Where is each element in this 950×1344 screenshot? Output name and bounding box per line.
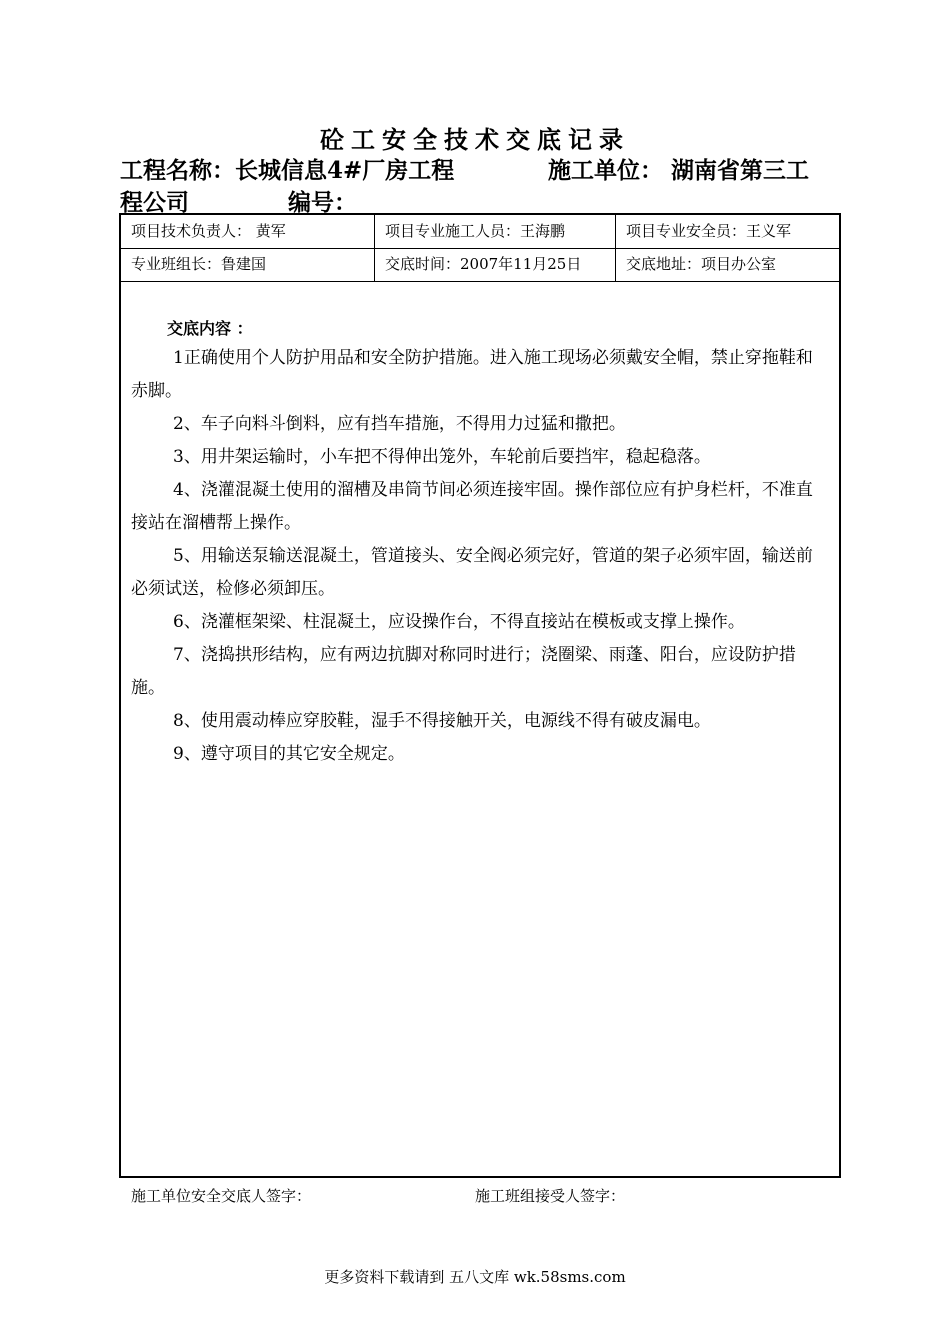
content-item: 6、浇灌框架梁、柱混凝土，应设操作台，不得直接站在模板或支撑上操作。 (173, 612, 745, 632)
content-item: 5、用输送泵输送混凝土，管道接头、安全阀必须完好，管道的架子必须牢固，输送前必须试送，检修必须卸压。 (131, 546, 813, 599)
safety-briefer-signature: 施工单位安全交底人签字： (131, 1187, 312, 1205)
header-line-1 (120, 152, 860, 185)
project-name: 工程名称：长城信息4#厂房工程 (120, 157, 455, 184)
team-leader: 专业班组长：鲁建国 (121, 248, 375, 281)
content-items (131, 342, 821, 771)
info-row-2 (121, 248, 839, 282)
content-item: 4、浇灌混凝土使用的溜槽及串筒节间必须连接牢固。操作部位应有护身栏杆，不准直接站在溜槽帮上操作。 (131, 480, 813, 533)
technical-lead: 项目技术负责人： 黄军 (121, 215, 375, 248)
construction-unit: 施工单位： 湖南省第三工 (548, 157, 810, 184)
briefing-time: 交底时间：2007年11月25日 (375, 248, 616, 281)
content-item: 1正确使用个人防护用品和安全防护措施。进入施工现场必须戴安全帽，禁止穿拖鞋和赤脚。 (131, 348, 813, 401)
briefing-location: 交底地址：项目办公室 (626, 255, 777, 273)
content-item: 7、浇捣拱形结构，应有两边抗脚对称同时进行；浇圈梁、雨蓬、阳台，应设防护措施。 (131, 645, 796, 698)
briefing-content (121, 282, 839, 1205)
number-label: 编号： (288, 189, 357, 216)
footer-note: 更多资料下载请到 五八文库 wk.58sms.com (324, 1268, 626, 1286)
safety-officer: 项目专业安全员：王义军 (626, 222, 792, 240)
team-receiver-signature: 施工班组接受人签字： (475, 1187, 626, 1205)
construction-unit-continued: 程公司 (120, 189, 189, 216)
content-item: 8、使用震动棒应穿胶鞋，湿手不得接触开关，电源线不得有破皮漏电。 (173, 711, 711, 731)
content-label: 交底内容 ： (167, 319, 253, 338)
construction-staff: 项目专业施工人员：王海鹏 (375, 215, 616, 248)
signature-row (131, 1181, 831, 1211)
briefing-form (119, 213, 841, 1205)
document-title: 砼工安全技术交底记录 (320, 125, 630, 154)
content-item: 3、用井架运输时，小车把不得伸出笼外，车轮前后要挡牢，稳起稳落。 (173, 447, 711, 467)
content-item: 9、遵守项目的其它安全规定。 (173, 744, 405, 764)
content-item: 2、车子向料斗倒料，应有挡车措施，不得用力过猛和撒把。 (173, 414, 626, 434)
info-row-1 (121, 215, 839, 249)
